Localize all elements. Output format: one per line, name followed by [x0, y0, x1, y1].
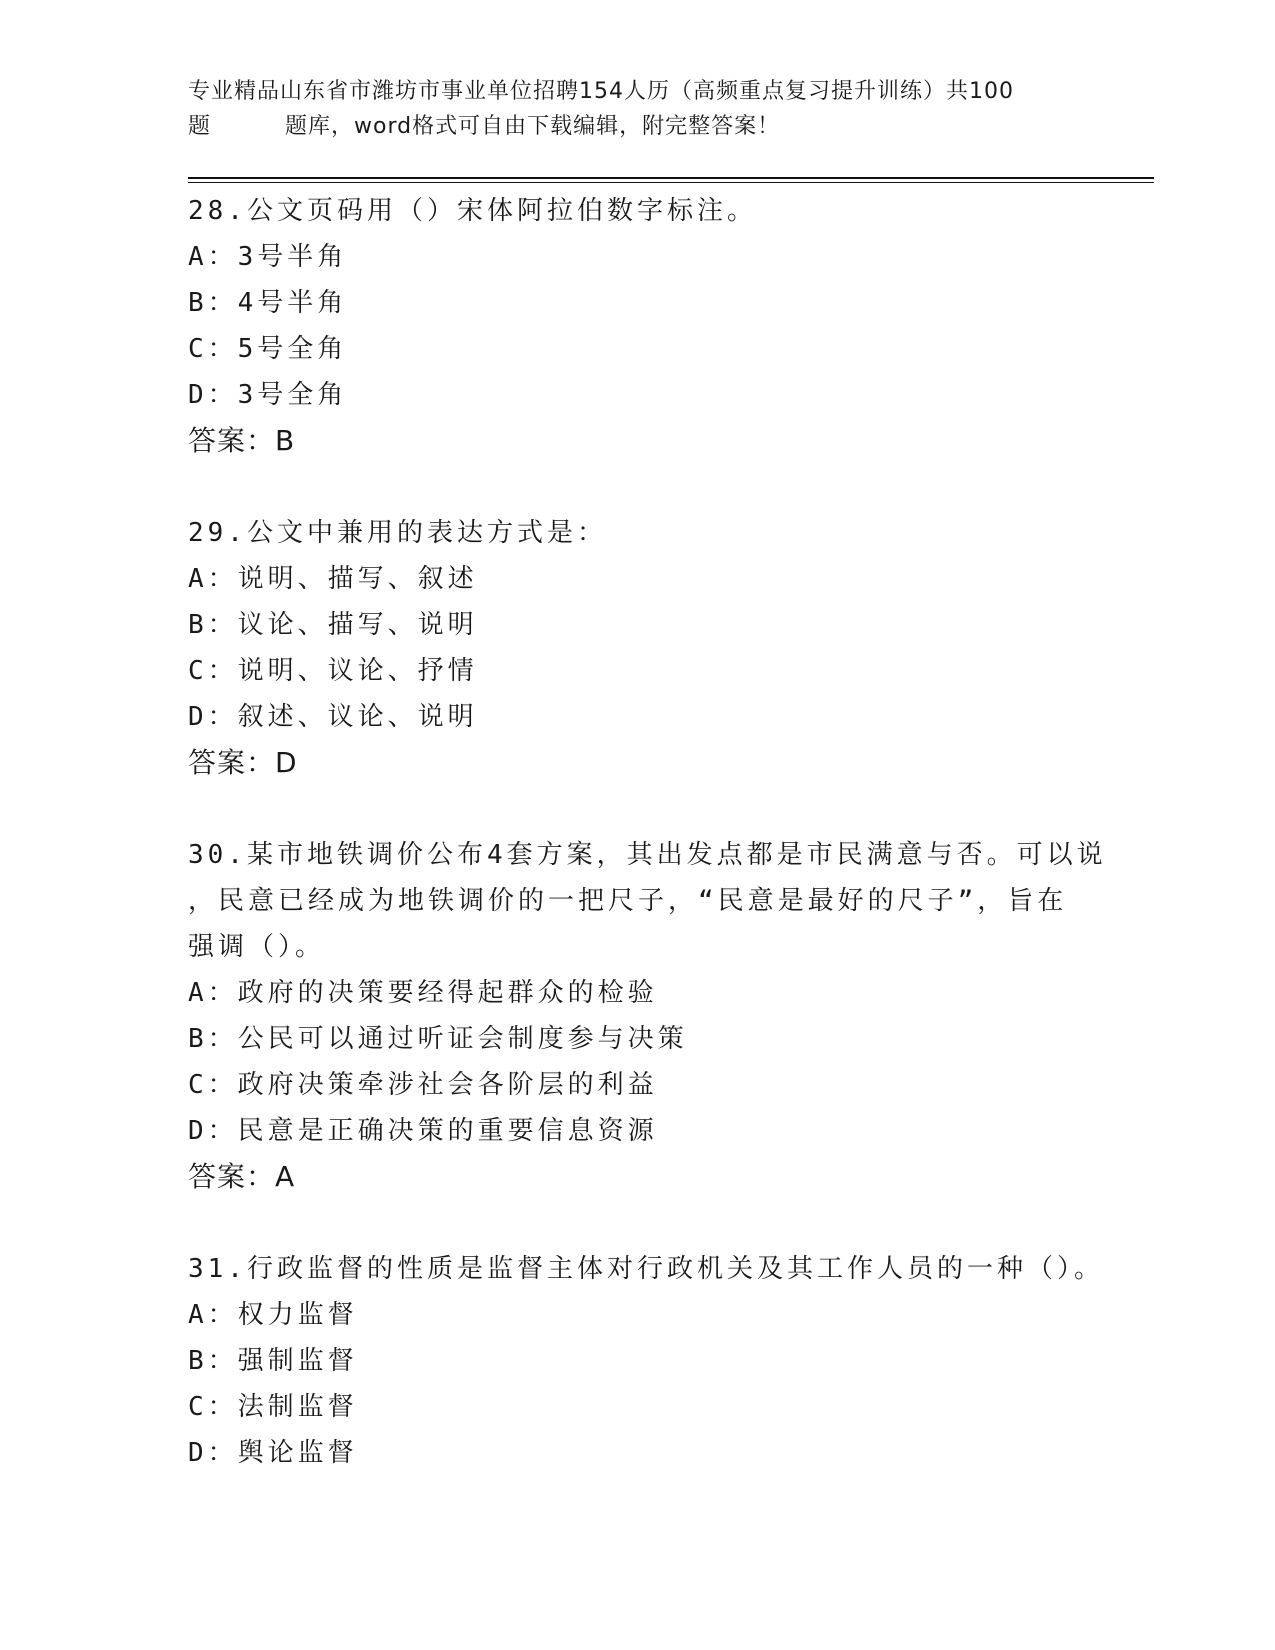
option-text: 3号半角 — [237, 242, 348, 272]
option-text: 政府的决策要经得起群众的检验 — [237, 978, 658, 1008]
option-b — [188, 1016, 1088, 1062]
question-list — [188, 188, 1107, 1522]
option-key: C： — [188, 334, 238, 364]
question-stem-line-1: 30.某市地铁调价公布4套方案，其出发点都是市民满意与否。可以说 — [188, 840, 1107, 870]
option-a — [188, 556, 1088, 602]
option-key: D： — [188, 380, 238, 410]
answer-line: 答案：B — [188, 424, 296, 457]
header-gap — [211, 109, 285, 144]
answer-line: 答案：A — [188, 1160, 296, 1193]
question-29 — [188, 510, 1088, 786]
option-key: C： — [188, 656, 238, 686]
option-text: 公民可以通过听证会制度参与决策 — [237, 1024, 688, 1054]
option-text: 舆论监督 — [237, 1438, 358, 1468]
question-stem-line-2: ，民意已经成为地铁调价的一把尺子，“民意是最好的尺子”，旨在 — [188, 886, 1068, 916]
option-a — [188, 970, 1088, 1016]
option-d — [188, 1108, 1088, 1154]
header-line-2-rest: 题库，word格式可自由下载编辑，附完整答案！ — [285, 114, 781, 139]
option-key: C： — [188, 1070, 238, 1100]
option-key: B： — [188, 288, 238, 318]
option-a — [188, 1292, 1088, 1338]
option-d — [188, 694, 1088, 740]
option-key: B： — [188, 610, 238, 640]
question-28 — [188, 188, 1088, 464]
header-line-2-start: 题 — [188, 114, 212, 139]
option-key: A： — [188, 564, 238, 594]
header-rule-thin — [188, 182, 1154, 183]
option-text: 权力监督 — [237, 1300, 358, 1330]
option-text: 说明、描写、叙述 — [237, 564, 478, 594]
option-text: 叙述、议论、说明 — [237, 702, 478, 732]
option-text: 议论、描写、说明 — [237, 610, 478, 640]
header-line-1: 专业精品山东省市潍坊市事业单位招聘154人历（高频重点复习提升训练）共100 — [188, 79, 1014, 104]
option-c — [188, 648, 1088, 694]
document-header — [188, 74, 1088, 144]
header-line-2 — [188, 109, 1088, 144]
question-31 — [188, 1246, 1104, 1476]
option-key: A： — [188, 978, 238, 1008]
option-a — [188, 234, 1088, 280]
option-d — [188, 1430, 1088, 1476]
option-b — [188, 1338, 1088, 1384]
option-text: 法制监督 — [237, 1392, 358, 1422]
option-key: D： — [188, 1438, 238, 1468]
option-d — [188, 372, 1088, 418]
option-key: A： — [188, 242, 238, 272]
option-c — [188, 1062, 1088, 1108]
question-stem: 31.行政监督的性质是监督主体对行政机关及其工作人员的一种（）。 — [188, 1254, 1104, 1284]
option-text: 5号全角 — [237, 334, 348, 364]
question-30 — [188, 832, 1107, 1200]
option-key: C： — [188, 1392, 238, 1422]
option-key: B： — [188, 1346, 238, 1376]
question-stem: 28.公文页码用（）宋体阿拉伯数字标注。 — [188, 196, 757, 226]
option-c — [188, 1384, 1088, 1430]
option-key: A： — [188, 1300, 238, 1330]
option-text: 政府决策牵涉社会各阶层的利益 — [237, 1070, 658, 1100]
option-b — [188, 602, 1088, 648]
option-b — [188, 280, 1088, 326]
header-rule-thick — [188, 177, 1154, 179]
option-key: D： — [188, 702, 238, 732]
option-text: 说明、议论、抒情 — [237, 656, 478, 686]
option-c — [188, 326, 1088, 372]
option-text: 3号全角 — [237, 380, 348, 410]
option-text: 民意是正确决策的重要信息资源 — [237, 1116, 658, 1146]
option-text: 4号半角 — [237, 288, 348, 318]
answer-line: 答案：D — [188, 746, 298, 779]
option-key: B： — [188, 1024, 238, 1054]
option-text: 强制监督 — [237, 1346, 358, 1376]
question-stem-line-3: 强调（）。 — [188, 932, 326, 962]
option-key: D： — [188, 1116, 238, 1146]
question-stem: 29.公文中兼用的表达方式是： — [188, 518, 607, 548]
